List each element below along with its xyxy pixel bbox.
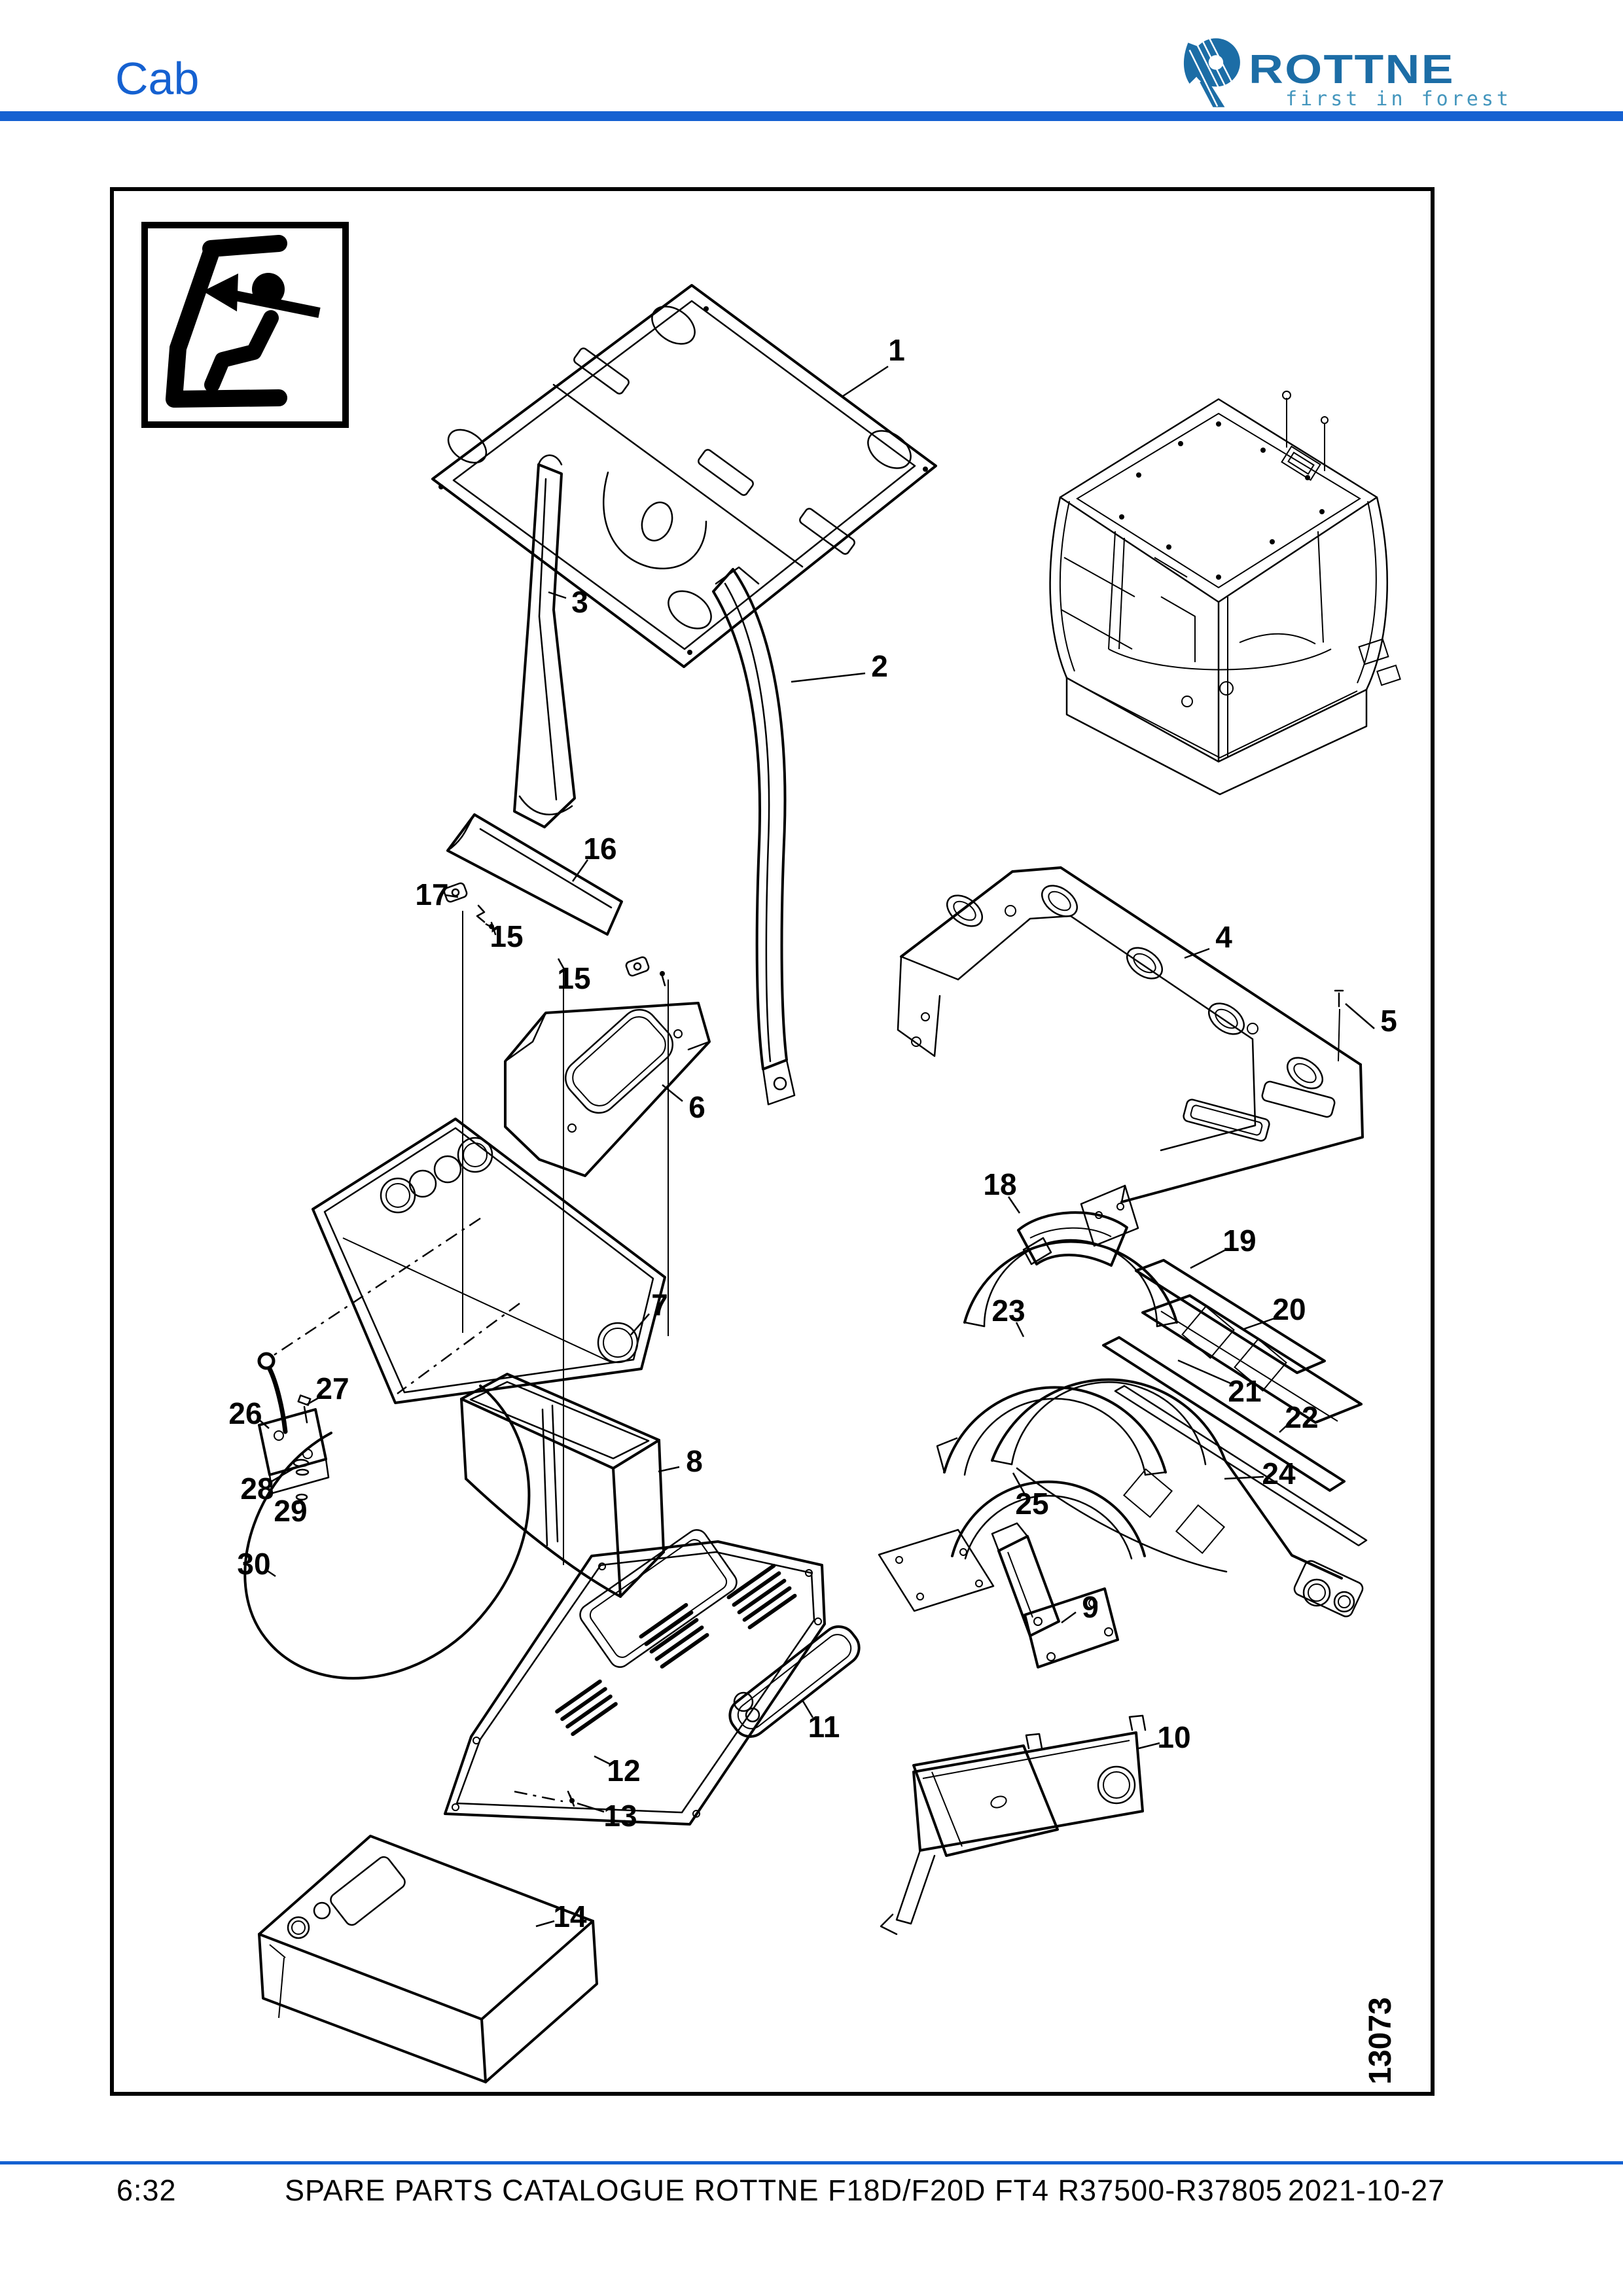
part-label-5-4: 5	[1380, 1004, 1397, 1038]
part-3-pillar	[514, 455, 575, 827]
header-rule	[0, 111, 1623, 121]
part-label-30-30: 30	[237, 1547, 271, 1581]
part-label-3-2: 3	[571, 585, 588, 619]
part-label-18-18: 18	[983, 1167, 1017, 1201]
part-7-floor-panel	[313, 1119, 665, 1403]
part-label-28-28: 28	[240, 1472, 274, 1506]
part-label-25-25: 25	[1015, 1487, 1049, 1521]
part-label-21-21: 21	[1228, 1374, 1262, 1408]
part-label-4-3: 4	[1215, 920, 1232, 954]
part-label-17-17: 17	[415, 877, 449, 911]
part-leader-9-8	[1061, 1612, 1076, 1623]
exploded-view-figure	[110, 187, 1435, 2096]
part-leader-24-24	[1224, 1477, 1264, 1479]
part-4-roof-frame	[898, 868, 1363, 1246]
part-leader-14-13	[536, 1921, 554, 1926]
rottne-brand-text: ROTTNE	[1249, 47, 1455, 92]
part-6-console-cover	[505, 1002, 709, 1176]
part-label-29-29: 29	[274, 1494, 308, 1528]
part-label-27-27: 27	[315, 1371, 349, 1405]
part-30-cable-loop	[245, 1386, 529, 1678]
cab-tilt-warning-icon	[145, 225, 346, 425]
part-15-screw-b	[625, 956, 665, 985]
part-leader-2-1	[791, 673, 865, 682]
part-leader-3-2	[548, 592, 566, 598]
part-2-pillar-strip	[713, 569, 794, 1104]
part-label-13-12: 13	[603, 1799, 637, 1833]
part-label-11-10: 11	[808, 1710, 840, 1744]
part-label-24-24: 24	[1262, 1457, 1296, 1491]
part-leader-1-0	[842, 366, 888, 397]
part-label-1-0: 1	[888, 333, 905, 367]
part-label-22-22: 22	[1285, 1400, 1319, 1434]
part-label-7-6: 7	[651, 1288, 668, 1322]
part-11-strip-plate	[723, 1620, 866, 1744]
part-10-duct-bracket	[881, 1716, 1145, 1934]
part-label-15-15: 15	[557, 961, 591, 995]
part-leader-19-19	[1190, 1250, 1226, 1268]
part-label-19-19: 19	[1222, 1224, 1257, 1258]
part-label-16-16: 16	[583, 832, 617, 866]
part-13-screw	[568, 1792, 575, 1806]
part-label-15-14: 15	[490, 919, 524, 953]
part-label-9-8: 9	[1082, 1590, 1099, 1624]
part-27-screw	[298, 1396, 310, 1422]
footer-rule	[0, 2161, 1623, 2164]
part-leader-10-9	[1139, 1743, 1160, 1748]
part-14-lower-box	[259, 1836, 597, 2082]
part-label-14-13: 14	[553, 1899, 587, 1934]
cab-overview-art	[1050, 391, 1400, 794]
footer-page-number: 6:32	[116, 2174, 177, 2207]
part-label-23-23: 23	[991, 1294, 1026, 1328]
part-label-12-11: 12	[607, 1754, 641, 1788]
part-label-10-9: 10	[1157, 1720, 1191, 1754]
page-title: Cab	[115, 53, 200, 104]
part-leader-6-5	[662, 1085, 683, 1101]
alignment-lines	[271, 911, 668, 1801]
part-leader-5-4	[1346, 1004, 1374, 1029]
part-1-roof-panel	[433, 285, 936, 667]
part-label-6-5: 6	[688, 1090, 705, 1124]
part-label-20-20: 20	[1272, 1292, 1306, 1326]
part-label-8-7: 8	[686, 1444, 703, 1478]
part-22-strip	[1115, 1386, 1366, 1545]
footer-catalogue-title: SPARE PARTS CATALOGUE ROTTNE F18D/F20D FT4 R37500-R37805	[285, 2174, 1283, 2207]
part-8-storage-bin	[461, 1374, 664, 1597]
footer-date: 2021-10-27	[1288, 2174, 1446, 2207]
part-label-26-26: 26	[228, 1396, 262, 1430]
cab-exploded-diagram	[114, 191, 1431, 2092]
rottne-logo-icon	[1173, 35, 1247, 109]
figure-number: 13073	[1363, 1997, 1398, 2085]
rottne-tagline: first in forest	[1285, 88, 1512, 111]
part-label-2-1: 2	[871, 649, 888, 683]
